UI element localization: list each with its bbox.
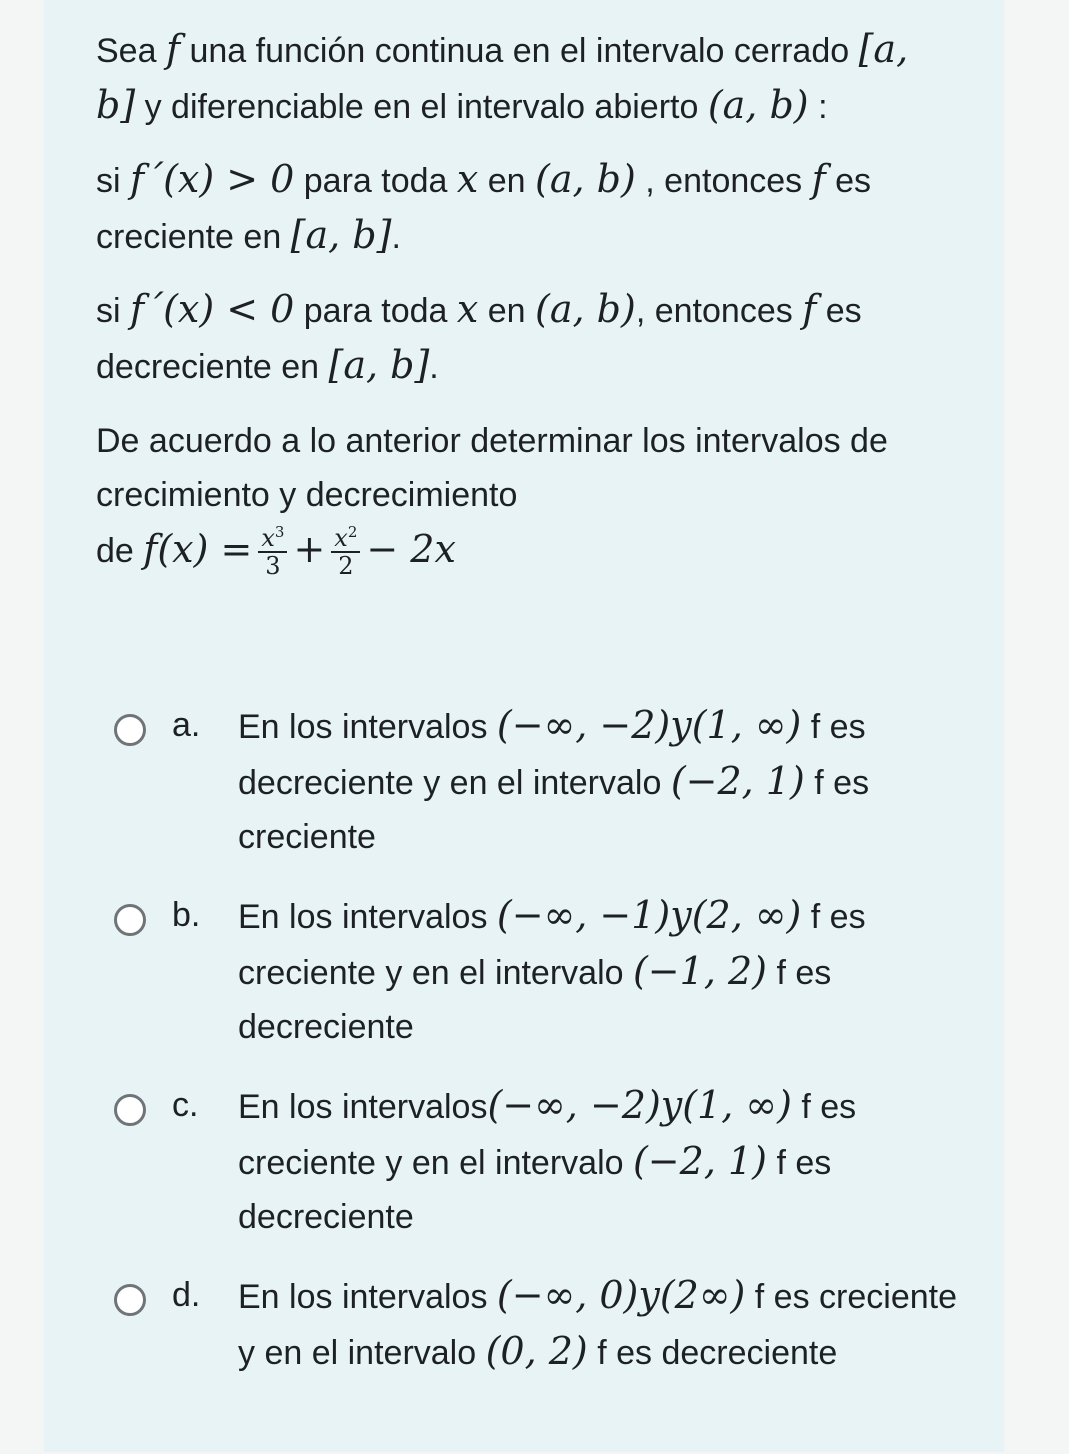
math-closed-interval: [a, b] [290,213,392,257]
text: En los intervalos [238,1088,488,1126]
radio-button[interactable] [114,1284,146,1316]
option-text [238,1268,978,1380]
math-interval: (0, 2) [485,1329,588,1373]
math-closed-interval: [a, b] [96,27,909,127]
text: y diferenciable en el intervalo abierto [135,88,708,126]
text: para toda [294,162,457,200]
text: si [96,292,130,330]
frac-denominator: 3 [265,552,281,581]
math-function: f(x) = [143,527,253,571]
math-intervals: (−∞, 0)y(2∞) [496,1273,746,1317]
math-interval: (−2, 1) [632,1139,767,1183]
question-text [96,22,956,583]
math-intervals: (−∞, −2)y(1, ∞) [496,703,802,747]
math-open-interval: (a, b) [535,287,636,331]
text: para toda [294,292,457,330]
frac-numerator: x [334,524,348,553]
math-f: f [802,287,817,331]
frac-exponent: 2 [347,523,358,542]
radio-button[interactable] [114,714,146,746]
text: f es decreciente [587,1334,838,1372]
option-text [238,1078,978,1244]
text: f es creciente [238,764,870,856]
text: , entonces [635,162,812,200]
math-open-interval: (a, b) [707,83,809,127]
frac-denominator: 2 [338,552,354,581]
option-a[interactable] [110,694,990,884]
text: es creciente en [96,162,872,256]
text: : [808,88,828,126]
math-intervals: (−∞, −1)y(2, ∞) [496,893,802,937]
radio-button[interactable] [114,1094,146,1126]
text: f es decreciente [238,1144,832,1236]
text: si [96,162,130,200]
math-f: f [165,27,181,71]
text: f es decreciente [238,954,832,1046]
option-b[interactable] [110,884,990,1074]
option-letter: d. [172,1276,201,1314]
option-letter: c. [172,1086,199,1124]
text: en [478,162,536,200]
text: , entonces [635,292,803,330]
text: de [96,532,144,570]
math-tail: − 2x [366,527,456,571]
text: f es creciente y en el intervalo [238,1278,957,1372]
math-derivative-positive: f´(x) > 0 [130,157,295,201]
text: f es decreciente y en el intervalo [238,708,866,802]
math-interval: (−1, 2) [632,949,767,993]
math-open-interval: (a, b) [535,157,636,201]
option-text [238,888,978,1054]
text: En los intervalos [238,1278,497,1316]
math-plus: + [293,527,326,571]
text: De acuerdo a lo anterior determinar los intervalos de crecimiento y decrecimiento [96,422,888,514]
frac-numerator: x [261,524,275,553]
option-letter: a. [172,706,201,744]
question-paragraph-4 [96,414,956,583]
text: En los intervalos [238,708,497,746]
math-f: f [811,157,826,201]
option-text [238,698,978,864]
text: en [478,292,536,330]
text: . [429,348,439,386]
radio-button[interactable] [114,904,146,936]
text: f es creciente y en el intervalo [238,1088,857,1182]
math-intervals: (−∞, −2)y(1, ∞) [487,1083,792,1127]
text: Sea [96,32,166,70]
math-closed-interval: [a, b] [328,343,430,387]
math-x: x [456,157,479,201]
text: . [391,218,401,256]
question-paragraph-3 [96,282,956,394]
text: f es creciente y en el intervalo [238,898,866,992]
text: En los intervalos [238,898,497,936]
option-c[interactable] [110,1074,990,1264]
math-interval: (−2, 1) [670,759,805,803]
fraction-x-squared-over-2 [331,519,360,579]
option-letter: b. [172,896,201,934]
fraction-x-cubed-over-3 [258,519,287,579]
math-x: x [456,287,479,331]
text: es decreciente en [96,292,862,386]
text: una función continua en el intervalo cerrado [180,32,859,70]
answer-options [110,694,990,1454]
frac-exponent: 3 [274,523,285,542]
question-paragraph-1 [96,22,956,134]
math-derivative-negative: f´(x) < 0 [130,287,295,331]
option-d[interactable] [110,1264,990,1454]
question-paragraph-2 [96,152,956,264]
